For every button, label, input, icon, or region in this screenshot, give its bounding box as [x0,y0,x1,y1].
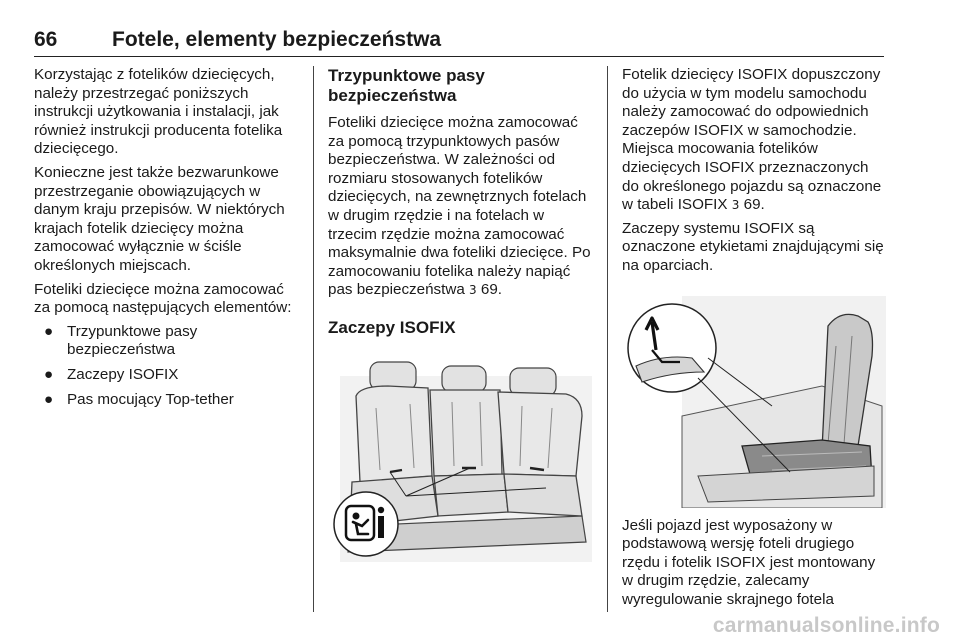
bullet-icon: ● [44,365,54,383]
bullet-icon: ● [44,322,54,340]
isofix-anchor-illustration [622,296,886,508]
list-item-text: Zaczepy ISOFIX [67,365,179,383]
paragraph: Zaczepy systemu ISOFIX są oznaczone etykietami znajdującymi się na oparciach. [622,219,884,274]
section-heading: Zaczepy ISOFIX [328,317,456,337]
page-reference: 69. [480,281,503,299]
paragraph [622,66,888,215]
paragraph: Foteliki dziecięce można zamocować za pomocą następujących elementów: [34,280,292,317]
list-item [34,323,296,360]
bullet-list [34,323,296,409]
paragraph: Korzystając z fotelików dziecięcych, należy przestrzegać poniższych instrukcji użytkowania i instalacji, jak również instrukcji producenta fotelika dziecięcego. [34,66,283,158]
column-middle [328,66,594,346]
column-left [34,66,296,415]
paragraph [328,114,594,300]
page-header [34,26,884,57]
isofix-seats-illustration [330,356,594,562]
column-divider [607,66,608,612]
paragraph-text: Foteliki dziecięce można zamocować za pomocą trzypunktowych pasów bezpieczeństwa. W zależności od rozmiaru stosowanych fotelików dziecięcych, na zewnętrznych fotelach w drugim rzędzie i na fotelach w trzecim rzędzie można zamocować maksymalnie dwa foteliki dziecięce. Po zamocowaniu fotelika należy napiąć pas bezpieczeństwa [328,114,591,299]
list-item-text: Pas mocujący Top-tether [67,390,234,408]
list-item-text: Trzypunktowe pasy bezpieczeństwa [67,322,198,359]
page-number: 66 [34,28,58,51]
bullet-icon: ● [44,390,54,408]
column-divider [313,66,314,612]
section-heading: Trzypunktowe pasy bezpieczeństwa [328,66,485,105]
page-reference-icon: 3 [469,283,477,298]
page-title: Fotele, elementy bezpieczeństwa [112,28,442,51]
list-item [34,366,296,385]
paragraph: Konieczne jest także bezwarunkowe przestrzeganie obowiązujących w danym kraju przepisów. W niektórych krajach fotelik dziecięcy można zamocować wyłącznie w ściśle określonych miejscach. [34,163,285,274]
page-reference-icon: 3 [731,198,740,213]
paragraph: Jeśli pojazd jest wyposażony w podstawową wersję foteli drugiego rzędu i fotelik ISOFIX jest montowany w drugim rzędzie, zalecamy wyregulowanie skrajnego fotela [622,516,876,608]
page-reference: 69. [743,196,765,214]
paragraph-text: Fotelik dziecięcy ISOFIX dopuszczony do użycia w tym modelu samochodu należy zamocować do odpowiednich zaczepów ISOFIX w samochodzie. Miejsca mocowania fotelików dziecięcych ISOFIX przeznaczonych do określonego pojazdu są oznaczone w tabeli ISOFIX [622,66,882,214]
list-item [34,391,296,410]
watermark: carmanualsonline.info [712,614,940,637]
